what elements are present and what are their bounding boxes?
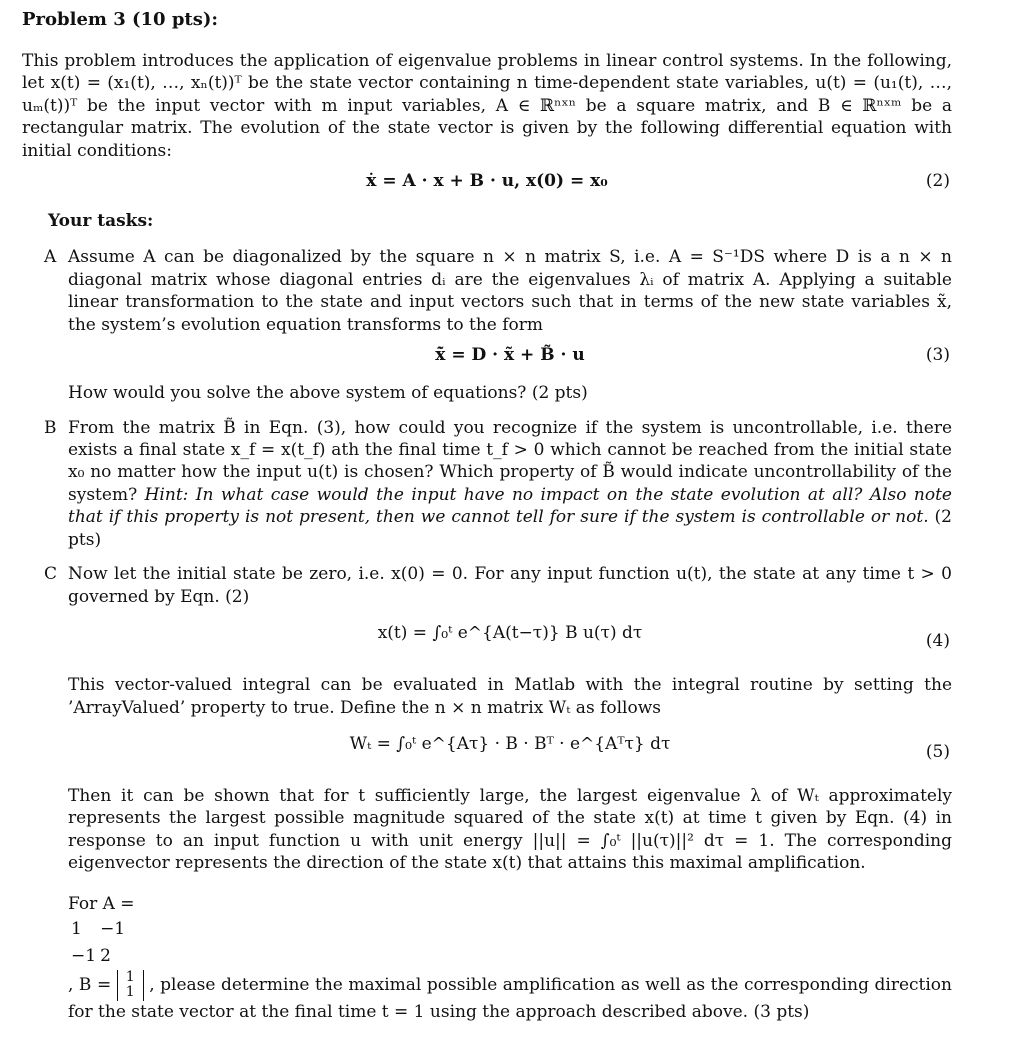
equation-2 (22, 170, 952, 200)
equation-5-body: Wₜ = ∫₀ᵗ e^{Aτ} · B · Bᵀ · e^{Aᵀτ} dτ (349, 733, 671, 754)
task-b (44, 417, 952, 552)
matrix-b-1: 1 (125, 969, 135, 985)
matrix-b-2: 1 (125, 984, 135, 1001)
matrix-a-11: 1 (71, 919, 82, 940)
equation-2-number: (2) (925, 170, 950, 191)
matrix-a-22: 2 (100, 945, 111, 966)
equation-5 (68, 727, 952, 777)
matrix-a-21: −1 (71, 945, 97, 966)
task-b-points: (2 pts) (68, 507, 952, 550)
task-a-question: How would you solve the above system of equations? (2 pts) (68, 383, 588, 404)
task-a-letter: A (44, 247, 57, 268)
task-c-letter: C (44, 564, 58, 585)
equation-3 (68, 344, 952, 374)
matrix-a-12: −1 (100, 919, 126, 940)
task-c-text-1: Now let the initial state be zero, i.e. x(0) = 0. For any input function u(t), the state at any time t > 0 governed by Eqn. (2) (68, 564, 952, 607)
equation-3-body: x̃̇ = D · x̃ + B̃ · u (435, 345, 585, 366)
task-c-text-2: This vector-valued integral can be evaluated in Matlab with the integral routine by setting the ’ArrayValued’ property to true. Define the n × n matrix Wₜ as follows (68, 675, 952, 718)
equation-4-number: (4) (925, 631, 950, 652)
task-b-text: From the matrix B̃ in Eqn. (3), how could you recognize if the system is uncontrollable, i.e. there exists a final state x_f = x(t_f) ath the final time t_f > 0 which cannot be reached from the initial state x₀ no matter how the input u(t) is chosen? Which property of B̃ would indicate uncontrollability of the system? (68, 417, 952, 505)
b-label: , B = (68, 974, 112, 995)
equation-3-number: (3) (925, 345, 950, 366)
task-b-paragraph (68, 417, 952, 552)
task-c-final (68, 893, 952, 915)
equation-4-body: x(t) = ∫₀ᵗ e^{A(t−τ)} B u(τ) dτ (377, 623, 643, 644)
problem-page (22, 8, 952, 1040)
intro-paragraph: This problem introduces the application of eigenvalue problems in linear control systems. In the following, let x(t) = (x₁(t), …, xₙ(t))ᵀ be the state vector containing n time-dependent state variables, u(t) = (u₁(t), …, uₘ(t))ᵀ be the input vector with m input variables, A ∈ ℝⁿˣⁿ be a square matrix, and B ∈ ℝⁿˣᵐ be a rectangular matrix. The evolution of the state vector is given by the following differential equation with initial conditions: (22, 50, 952, 161)
task-c-text-3: Then it can be shown that for t sufficiently large, the largest eigenvalue λ of Wₜ approximately represents the largest possible magnitude squared of the state x(t) at time t given by Eqn. (4) in response to an input function u with unit energy ||u|| = ∫₀ᵗ ||u(τ)||² dτ = 1. The corresponding eigenvector represents the direction of the state x(t) that attains this maximal amplification. (68, 785, 952, 874)
task-c (44, 563, 952, 1023)
equation-4 (68, 616, 952, 666)
task-c-final-text: , please determine the maximal possible amplification as well as the corresponding direction for the state vector at the final time t = 1 using the approach described above. (3 pts) (68, 974, 952, 1022)
task-b-hint: Hint: In what case would the input have no impact on the state evolution at all? Also note that if this property is not present, then we cannot tell for sure if the system is controllable or not. (68, 484, 952, 528)
task-a (44, 246, 952, 404)
matrix-b (117, 970, 144, 1001)
task-a-text: Assume A can be diagonalized by the square n × n matrix S, i.e. A = S⁻¹DS where D is a n × n diagonal matrix whose diagonal entries dᵢ are the eigenvalues λᵢ of matrix A. Applying a suitable linear transformation to the state and input vectors such that in terms of the new state variables x̃, the system’s evolution equation transforms to the form (68, 247, 952, 335)
problem-title: Problem 3 (10 pts): (22, 9, 219, 30)
tasks-heading: Your tasks: (48, 210, 154, 231)
task-b-letter: B (44, 417, 57, 438)
equation-2-body: ẋ = A · x + B · u, x(0) = x₀ (366, 170, 608, 191)
equation-5-number: (5) (925, 741, 950, 762)
for-a-label: For A = (68, 893, 135, 914)
